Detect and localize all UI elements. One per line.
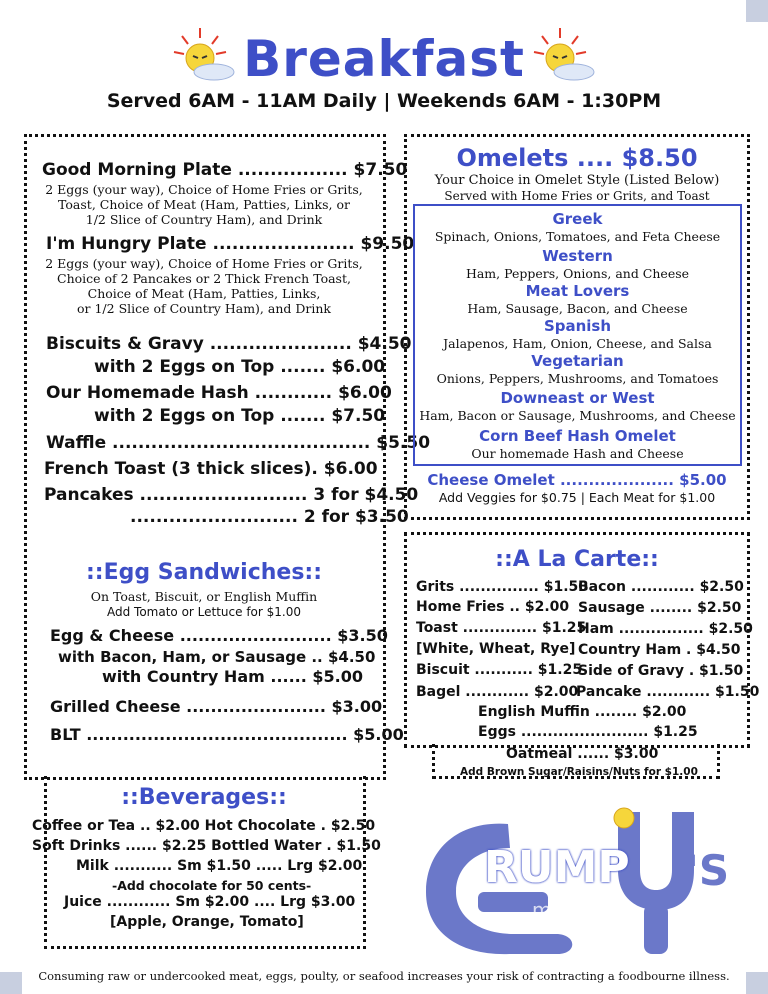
beverage-line: Milk ........... Sm $1.50 ..... Lrg $2.00	[76, 858, 363, 874]
omelet-style-desc: Ham, Peppers, Onions, and Cheese	[465, 266, 690, 281]
omelet-style-desc: Ham, Sausage, Bacon, and Cheese	[467, 301, 688, 316]
alacarte-item: Home Fries .. $2.00	[416, 599, 570, 615]
beverage-line: [Apple, Orange, Tomato]	[110, 914, 304, 930]
menu-item: with Country Ham ...... $5.00	[102, 667, 364, 686]
alacarte-item: English Muffin ........ $2.00	[478, 704, 687, 720]
omelet-style-name: Downeast or West	[500, 389, 655, 407]
alacarte-item: Country Ham . $4.50	[578, 642, 741, 658]
omelet-style-name: Spanish	[543, 317, 612, 335]
alacarte-item: [White, Wheat, Rye]	[416, 641, 576, 657]
menu-item: Biscuits & Gravy ...................... $4.50	[46, 334, 412, 354]
omelet-style-desc: Jalapenos, Ham, Onion, Cheese, and Salsa	[443, 336, 712, 351]
plate-description: 2 Eggs (your way), Choice of Home Fries or Grits, Toast, Choice of Meat (Ham, Patties, Links, or 1/2 Slice of Country Ham), and Drink	[45, 182, 363, 227]
hungry-plate: I'm Hungry Plate ...................... $9.50	[46, 234, 415, 254]
omelet-style-name: Greek	[552, 210, 603, 228]
hours-subtitle: Served 6AM - 11AM Daily | Weekends 6AM - 1:30PM	[106, 90, 662, 112]
alacarte-item: Sausage ........ $2.50	[578, 600, 742, 616]
alacarte-item: Ham ................ $2.50	[578, 621, 753, 637]
beverages-heading: ::Beverages::	[121, 785, 287, 810]
alacarte-note: Add Brown Sugar/Raisins/Nuts for $1.00	[460, 766, 698, 778]
egg-sandwiches-heading: ::Egg Sandwiches::	[85, 560, 323, 585]
page-title: Breakfast	[243, 30, 525, 88]
corner-decoration	[746, 0, 768, 22]
alacarte-item: Eggs ........................ $1.25	[478, 724, 698, 740]
alacarte-item: Toast .............. $1.25	[416, 620, 587, 636]
menu-item: with Bacon, Ham, or Sausage .. $4.50	[58, 648, 376, 666]
omelets-add-note: Add Veggies for $0.75 | Each Meat for $1.00	[438, 490, 716, 505]
omelets-sub: Served with Home Fries or Grits, and Toast	[444, 189, 710, 203]
menu-item: Grilled Cheese ....................... $3.00	[50, 697, 383, 716]
omelet-style-name: Corn Beef Hash Omelet	[479, 427, 676, 445]
omelet-style-name: Western	[542, 247, 613, 265]
alacarte-item: Bagel ............ $2.00	[416, 684, 579, 700]
alacarte-item: Biscuit ........... $1.25	[416, 662, 583, 678]
cheese-omelet: Cheese Omelet .................... $5.00	[427, 471, 727, 489]
beverage-line: Juice ............ Sm $2.00 .... Lrg $3.00	[64, 894, 356, 910]
alacarte-heading: ::A La Carte::	[495, 547, 659, 572]
menu-item: Waffle ........................................ $5.50	[46, 433, 431, 453]
plate-description: 2 Eggs (your way), Choice of Home Fries or Grits, Choice of 2 Pancakes or 2 Thick French Toast, Choice of Meat (Ham, Patties, Links, or 1/2 Slice of Country Ham), and Drink	[45, 256, 363, 316]
omelet-style-desc: Onions, Peppers, Mushrooms, and Tomatoes	[436, 371, 719, 386]
omelet-style-desc: Our homemade Hash and Cheese	[471, 446, 684, 461]
alacarte-item: Grits ............... $1.50	[416, 579, 589, 595]
menu-item: French Toast (3 thick slices). $6.00	[44, 459, 378, 479]
omelet-style-desc: Spinach, Onions, Tomatoes, and Feta Cheese	[434, 229, 721, 244]
watermark: menupix	[532, 898, 627, 922]
egg-sandwiches-sub: Add Tomato or Lettuce for $1.00	[106, 605, 301, 619]
alacarte-item: Oatmeal ...... $3.00	[506, 746, 659, 762]
logo-text: RUMP	[484, 842, 630, 893]
menu-item: BLT ........................................... $5.00	[50, 725, 404, 744]
omelet-style-name: Meat Lovers	[525, 282, 630, 300]
omelet-style-desc: Ham, Bacon or Sausage, Mushrooms, and Cheese	[419, 408, 736, 423]
beverage-line: Soft Drinks ...... $2.25 Bottled Water . $1.50	[32, 838, 381, 854]
menu-item: Egg & Cheese ......................... $3.50	[50, 626, 388, 645]
beverage-line: Coffee or Tea .. $2.00 Hot Chocolate . $2.50	[32, 818, 376, 834]
menu-item: Our Homemade Hash ............ $6.00	[46, 383, 392, 403]
menu-item: with 2 Eggs on Top ....... $6.00	[94, 357, 386, 377]
omelets-sub: Your Choice in Omelet Style (Listed Below)	[434, 173, 720, 188]
allergy-disclaimer: Consuming raw or undercooked meat, eggs, poulty, or seafood increases your risk of contracting a foodbourne illness.	[38, 969, 730, 983]
alacarte-item: Side of Gravy . $1.50	[578, 663, 744, 679]
omelet-style-name: Vegetarian	[531, 352, 624, 370]
omelets-heading: Omelets .... $8.50	[456, 144, 698, 172]
alacarte-item: Bacon ............ $2.50	[578, 579, 744, 595]
alacarte-item: Pancake ............ $1.50	[576, 684, 760, 700]
beverage-line: -Add chocolate for 50 cents-	[112, 878, 312, 893]
menu-item: Pancakes .......................... 3 for $4.50	[44, 485, 419, 505]
menu-item: with 2 Eggs on Top ....... $7.50	[94, 406, 386, 426]
logo-suffix: 'S	[686, 846, 730, 895]
menu-item: .......................... 2 for $3.50	[130, 507, 409, 527]
egg-sandwiches-sub: On Toast, Biscuit, or English Muffin	[90, 589, 318, 604]
good-morning-plate: Good Morning Plate ................. $7.50	[42, 160, 408, 180]
